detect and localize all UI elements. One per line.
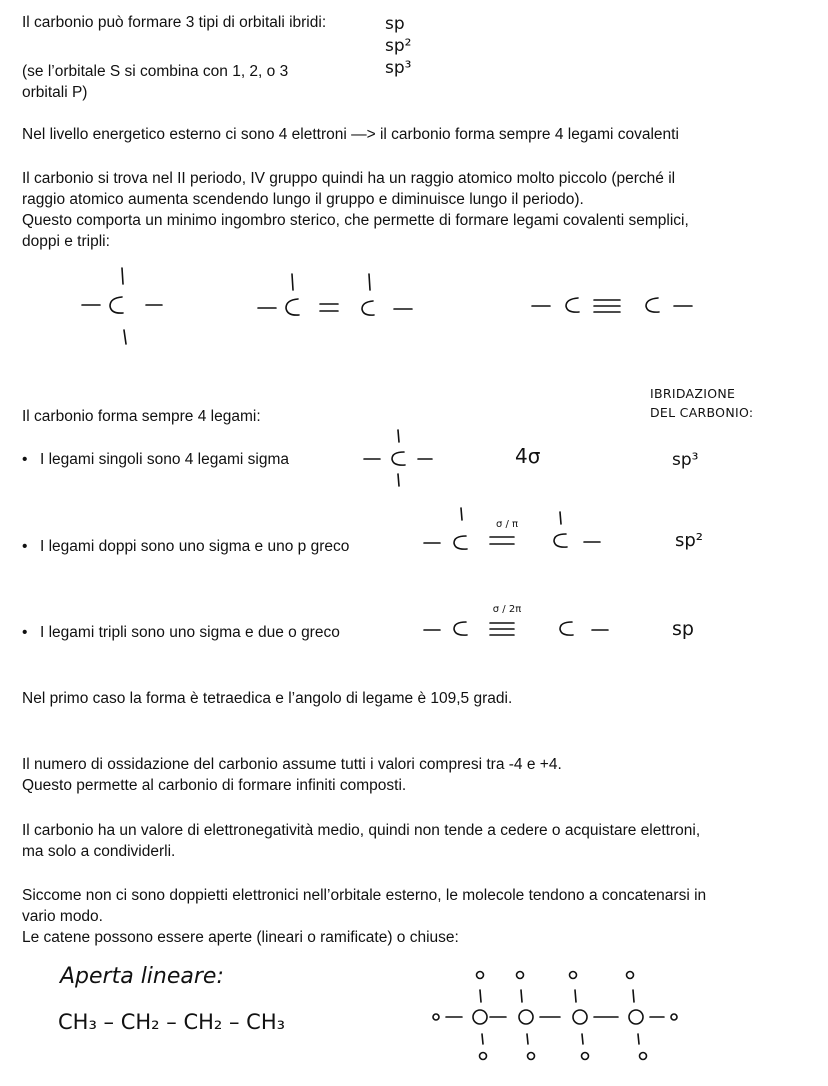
single-bond-structure (82, 268, 162, 344)
paragraph-oxidation-2: Questo permette al carbonio di formare infiniti composti. (22, 777, 407, 794)
bond-row-triple-hyb: sp (672, 618, 694, 640)
paragraph-period-2: raggio atomico aumenta scendendo lungo il gruppo e diminuisce lungo il periodo). (22, 191, 584, 208)
hybridization-label-1: IBRIDAZIONE (650, 386, 736, 401)
intro-line-2: (se l’orbitale S si combina con 1, 2, o 3 (22, 63, 289, 80)
bond-row-double-hyb: sp² (675, 530, 704, 551)
single-bond-row-structure (364, 430, 432, 486)
bonds-header: Il carbonio forma sempre 4 legami: (22, 408, 261, 425)
hybrid-sp3: sp³ (385, 58, 412, 78)
hybrid-sp: sp (385, 14, 405, 34)
intro-line-3: orbitali P) (22, 84, 88, 101)
paragraph-electronegativity-1: Il carbonio ha un valore di elettronegatività medio, quindi non tende a cedere o acquistare elettroni, (22, 822, 701, 839)
triple-bond-structure (532, 298, 692, 312)
paragraph-electronegativity-2: ma solo a condividerli. (22, 843, 176, 860)
open-linear-label: Aperta lineare: (60, 964, 224, 989)
bullet-single: • (22, 451, 28, 468)
bond-row-double-count: σ / π (495, 519, 519, 530)
bond-row-triple-count: σ / 2π (492, 604, 522, 615)
bullet-double: • (22, 538, 28, 555)
paragraph-angle: Nel primo caso la forma è tetraedica e l’angolo di legame è 109,5 gradi. (22, 690, 513, 707)
triple-bond-row-structure (424, 622, 608, 635)
bond-row-single-text: I legami singoli sono 4 legami sigma (40, 451, 289, 468)
bond-row-single-count: 4σ (515, 444, 541, 468)
paragraph-period-4: doppi e tripli: (22, 233, 110, 250)
bond-row-single-hyb: sp³ (672, 450, 699, 470)
bond-row-double-text: I legami doppi sono uno sigma e uno p greco (40, 538, 350, 555)
paragraph-oxidation-1: Il numero di ossidazione del carbonio assume tutti i valori compresi tra -4 e +4. (22, 756, 562, 773)
paragraph-period-1: Il carbonio si trova nel II periodo, IV gruppo quindi ha un raggio atomico molto piccolo (perché il (22, 170, 676, 187)
hybrid-sp2: sp² (385, 36, 412, 56)
paragraph-chains-3: Le catene possono essere aperte (lineari o ramificate) o chiuse: (22, 929, 459, 946)
hybridization-label-2: DEL CARBONIO: (650, 405, 754, 420)
bullet-triple: • (22, 624, 28, 641)
butane-formula: CH₃ – CH₂ – CH₂ – CH₃ (58, 1010, 286, 1034)
paragraph-outer-electrons: Nel livello energetico esterno ci sono 4 elettroni —> il carbonio forma sempre 4 legami covalenti (22, 126, 679, 143)
paragraph-chains-2: vario modo. (22, 908, 103, 925)
double-bond-structure (258, 274, 412, 315)
bond-row-triple-text: I legami tripli sono uno sigma e due o greco (40, 624, 340, 641)
paragraph-period-3: Questo comporta un minimo ingombro sterico, che permette di formare legami covalenti semplici, (22, 212, 689, 229)
chain-circle-drawing (433, 972, 677, 1060)
intro-line-1: Il carbonio può formare 3 tipi di orbitali ibridi: (22, 14, 327, 31)
paragraph-chains-1: Siccome non ci sono doppietti elettronici nell’orbitale esterno, le molecole tendono a concatenarsi in (22, 887, 707, 904)
